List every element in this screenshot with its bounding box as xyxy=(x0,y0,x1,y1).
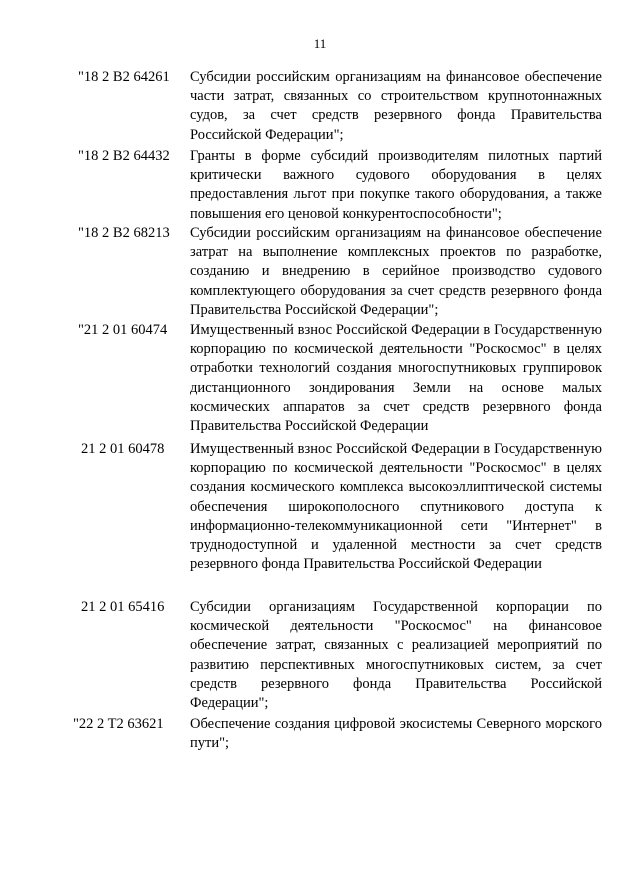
budget-code: 21 2 01 60478 xyxy=(81,441,165,457)
budget-code: "18 2 B2 64432 xyxy=(78,148,170,164)
entry-description: Субсидии организациям Государственной корпорации по космической деятельности "Роскосмос" на финансовое обеспечение затрат, связанных с реализацией мероприятий по развитию перспективных многоспутниковых систем, за счет средств резервного фонда Правительства Российской Федерации"; xyxy=(190,599,602,712)
page-number: 11 xyxy=(313,36,327,51)
entry-description: Имущественный взнос Российской Федерации в Государственную корпорацию по космической деятельности "Роскосмос" в целях отработки технологий создания многоспутниковых группировок дистанционного зондирования Земли на основе малых космических аппаратов за счет средств резервного фонда Правительства Российской Федерации xyxy=(190,322,602,435)
budget-code: "21 2 01 60474 xyxy=(78,322,168,338)
entry-description: Субсидии российским организациям на финансовое обеспечение затрат на выполнение комплексных проектов по разработке, созданию и внедрению в серийное производство судового комплектующего оборудования за счет средств резервного фонда Правительства Российской Федерации"; xyxy=(190,225,602,318)
budget-code: "18 2 B2 64261 xyxy=(78,69,170,85)
budget-code: "18 2 B2 68213 xyxy=(78,225,170,241)
entry-description: Гранты в форме субсидий производителям пилотных партий критически важного судового оборудования в целях предоставления льгот при покупке такого оборудования, а также повышения его ценовой конкурентоспособности"; xyxy=(190,148,602,222)
budget-code: 21 2 01 65416 xyxy=(81,599,165,615)
entry-description: Субсидии российским организациям на финансовое обеспечение части затрат, связанных со строительством крупнотоннажных судов, за счет средств резервного фонда Правительства Российской Федерации"; xyxy=(190,69,602,143)
entry-description: Обеспечение создания цифровой экосистемы Северного морского пути"; xyxy=(190,716,602,752)
budget-code: "22 2 T2 63621 xyxy=(73,716,164,732)
entry-description: Имущественный взнос Российской Федерации в Государственную корпорацию по космической деятельности "Роскосмос" в целях создания космического комплекса высокоэллиптической системы обеспечения широкополосного спутникового доступа к информационно-телекоммуникационной сети "Интернет" в труднодоступной и удаленной местности за счет средств резервного фонда Правительства Российской Федерации xyxy=(190,441,602,573)
